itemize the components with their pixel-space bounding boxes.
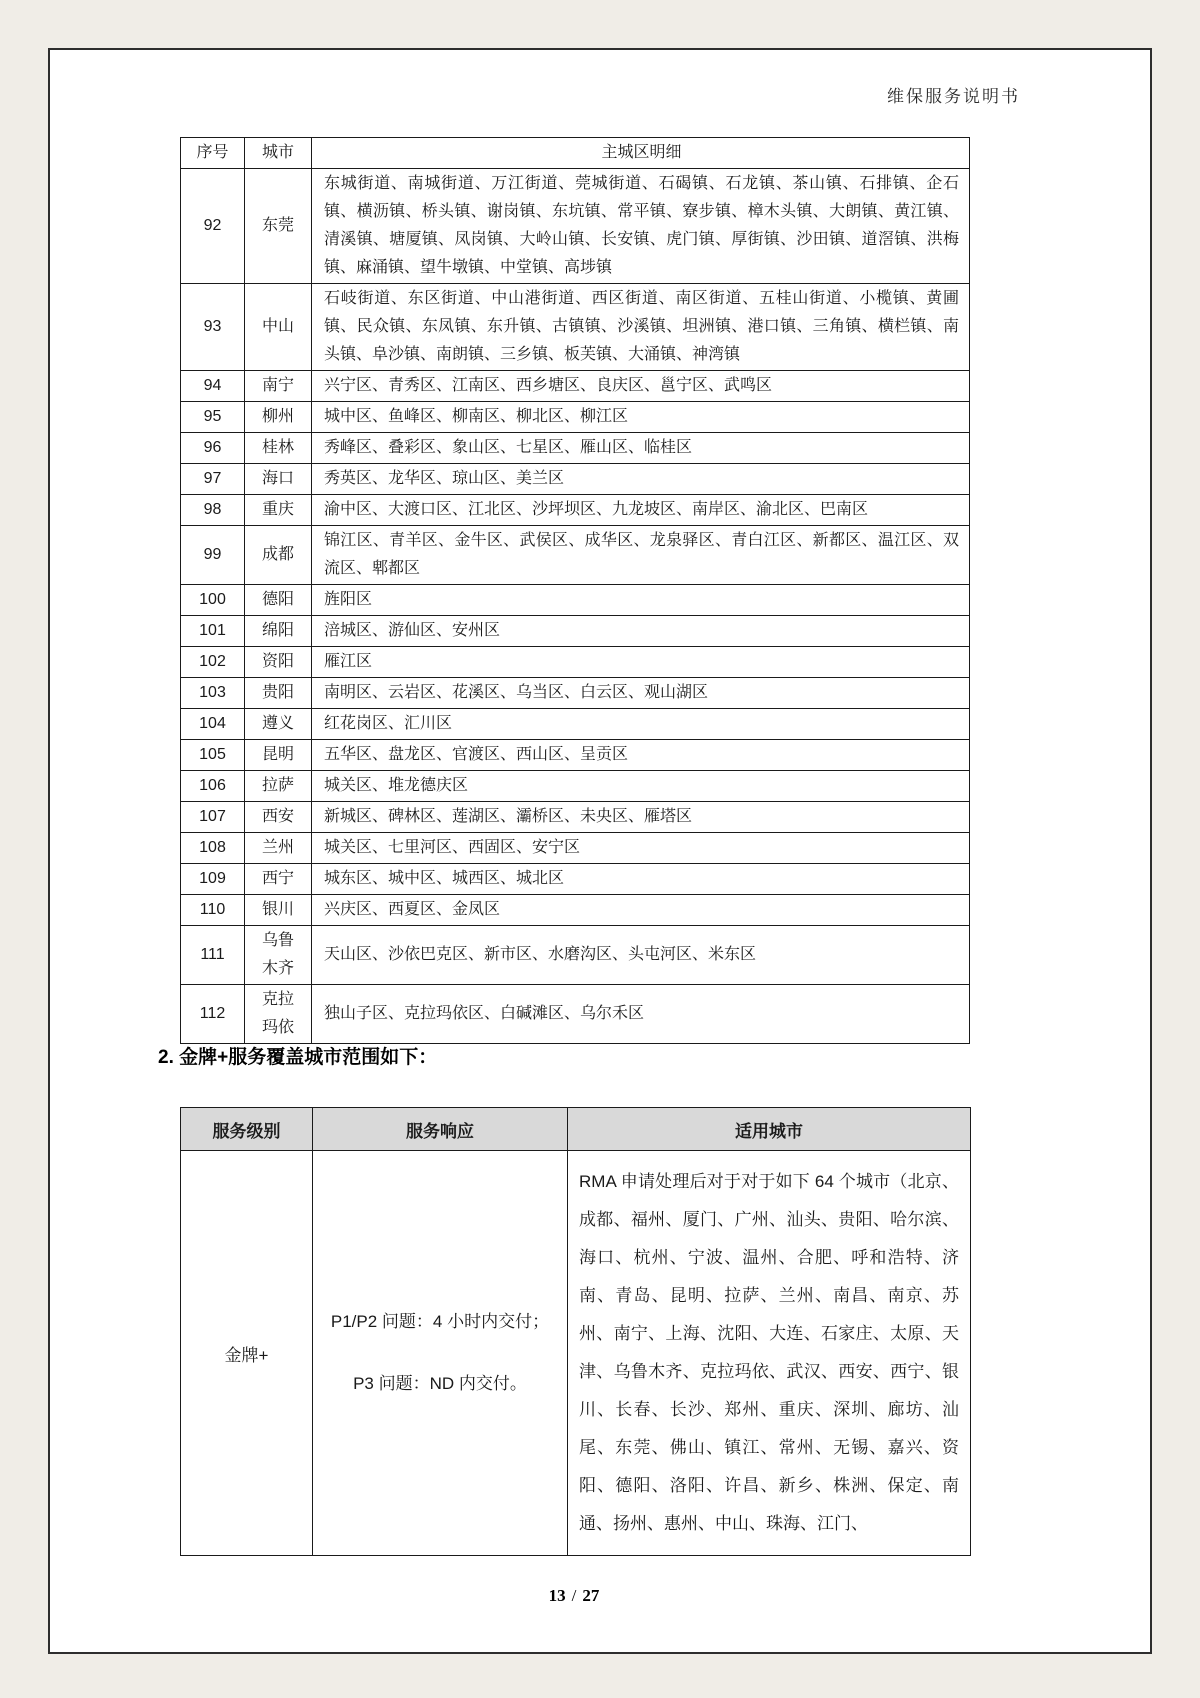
table-row [181,895,970,926]
cell-no: 100 [181,585,245,616]
cell-districts: 城关区、七里河区、西固区、安宁区 [312,833,970,864]
cell-districts: 东城街道、南城街道、万江街道、莞城街道、石碣镇、石龙镇、茶山镇、石排镇、企石镇、横沥镇、桥头镇、谢岗镇、东坑镇、常平镇、寮步镇、樟木头镇、大朗镇、黄江镇、清溪镇、塘厦镇、凤岗镇、大岭山镇、长安镇、虎门镇、厚街镇、沙田镇、道滘镇、洪梅镇、麻涌镇、望牛墩镇、中堂镇、高埗镇 [312,169,970,284]
table2-header [181,1108,971,1151]
cell-city: 克拉玛依 [245,985,312,1044]
cell-no: 98 [181,495,245,526]
table-row [181,771,970,802]
table1-header-row [181,138,970,169]
cell-city: 重庆 [245,495,312,526]
table-row [181,740,970,771]
cell-districts: 兴庆区、西夏区、金凤区 [312,895,970,926]
cell-city: 绵阳 [245,616,312,647]
column-header-applicable-cities: 适用城市 [568,1108,971,1151]
document-page [48,48,1152,1654]
cell-service-level: 金牌+ [181,1151,313,1556]
cell-districts: 石岐街道、东区街道、中山港街道、西区街道、南区街道、五桂山街道、小榄镇、黄圃镇、民众镇、东凤镇、东升镇、古镇镇、沙溪镇、坦洲镇、港口镇、三角镇、横栏镇、南头镇、阜沙镇、南朗镇、三乡镇、板芙镇、大涌镇、神湾镇 [312,284,970,371]
cell-districts: 南明区、云岩区、花溪区、乌当区、白云区、观山湖区 [312,678,970,709]
cell-districts: 旌阳区 [312,585,970,616]
cell-districts: 兴宁区、青秀区、江南区、西乡塘区、良庆区、邕宁区、武鸣区 [312,371,970,402]
column-header-service-response: 服务响应 [313,1108,568,1151]
cell-city: 昆明 [245,740,312,771]
cell-districts: 城东区、城中区、城西区、城北区 [312,864,970,895]
table1-body [181,169,970,1044]
response-p1p2: P1/P2 问题：4 小时内交付； [330,1312,550,1331]
column-header-no: 序号 [181,138,245,169]
cell-no: 97 [181,464,245,495]
page-footer [50,1586,1150,1606]
cell-no: 101 [181,616,245,647]
column-header-city: 城市 [245,138,312,169]
cell-city: 拉萨 [245,771,312,802]
cell-city: 南宁 [245,371,312,402]
cell-city: 西宁 [245,864,312,895]
cell-no: 110 [181,895,245,926]
cell-districts: 新城区、碑林区、莲湖区、灞桥区、未央区、雁塔区 [312,802,970,833]
table-row [181,402,970,433]
page-header [887,82,1020,107]
cell-city: 贵阳 [245,678,312,709]
cell-districts: 红花岗区、汇川区 [312,709,970,740]
current-page: 13 [548,1586,566,1605]
cell-city: 海口 [245,464,312,495]
table-row [181,985,970,1044]
cell-no: 93 [181,284,245,371]
cell-city: 桂林 [245,433,312,464]
header-title: 维保服务说明书 [887,87,1020,106]
table-row [181,433,970,464]
cell-city: 东莞 [245,169,312,284]
table-row [181,371,970,402]
cell-districts: 锦江区、青羊区、金牛区、武侯区、成华区、龙泉驿区、青白江区、新都区、温江区、双流区、郫都区 [312,526,970,585]
cell-districts: 城中区、鱼峰区、柳南区、柳北区、柳江区 [312,402,970,433]
cell-no: 94 [181,371,245,402]
table-row [181,647,970,678]
gold-plus-service-table [180,1107,971,1556]
cell-no: 112 [181,985,245,1044]
table-row [181,926,970,985]
page-number [549,1586,600,1605]
city-districts-table [180,137,970,1044]
cell-districts: 秀英区、龙华区、琼山区、美兰区 [312,464,970,495]
cell-city: 西安 [245,802,312,833]
cell-city: 兰州 [245,833,312,864]
table2-body [181,1151,971,1556]
cell-no: 96 [181,433,245,464]
table-row [181,833,970,864]
table2-header-row [181,1108,971,1151]
cell-applicable-cities: RMA 申请处理后对于对于如下 64 个城市（北京、成都、福州、厦门、广州、汕头、贵阳、哈尔滨、海口、杭州、宁波、温州、合肥、呼和浩特、济南、青岛、昆明、拉萨、兰州、南昌、南京、苏州、南宁、上海、沈阳、大连、石家庄、太原、天津、乌鲁木齐、克拉玛依、武汉、西安、西宁、银川、长春、长沙、郑州、重庆、深圳、廊坊、汕尾、东莞、佛山、镇江、常州、无锡、嘉兴、资阳、德阳、洛阳、许昌、新乡、株洲、保定、南通、扬州、惠州、中山、珠海、江门、 [568,1151,971,1556]
table-row [181,802,970,833]
cell-no: 103 [181,678,245,709]
cell-no: 92 [181,169,245,284]
cell-service-response [313,1151,568,1556]
section-heading: 2. 金牌+服务覆盖城市范围如下： [158,1047,438,1068]
table-row [181,169,970,284]
table-row [181,864,970,895]
table1-header [181,138,970,169]
cell-no: 109 [181,864,245,895]
cell-no: 111 [181,926,245,985]
table-row [181,616,970,647]
cell-city: 资阳 [245,647,312,678]
cell-no: 107 [181,802,245,833]
cell-districts: 涪城区、游仙区、安州区 [312,616,970,647]
cell-no: 105 [181,740,245,771]
cell-districts: 天山区、沙依巴克区、新市区、水磨沟区、头屯河区、米东区 [312,926,970,985]
table-row [181,526,970,585]
page-separator: / [571,1586,577,1605]
column-header-districts: 主城区明细 [312,138,970,169]
cell-districts: 独山子区、克拉玛依区、白碱滩区、乌尔禾区 [312,985,970,1044]
column-header-service-level: 服务级别 [181,1108,313,1151]
cell-city: 银川 [245,895,312,926]
table-row [181,495,970,526]
cell-city: 乌鲁木齐 [245,926,312,985]
cell-no: 102 [181,647,245,678]
cell-no: 99 [181,526,245,585]
table-row [181,284,970,371]
table-row [181,709,970,740]
cell-city: 德阳 [245,585,312,616]
cell-districts: 雁江区 [312,647,970,678]
cell-city: 遵义 [245,709,312,740]
cell-districts: 渝中区、大渡口区、江北区、沙坪坝区、九龙坡区、南岸区、渝北区、巴南区 [312,495,970,526]
total-pages: 27 [582,1586,600,1605]
table-row [181,464,970,495]
cell-districts: 五华区、盘龙区、官渡区、西山区、呈贡区 [312,740,970,771]
table-row [181,678,970,709]
table-row [181,585,970,616]
cell-no: 106 [181,771,245,802]
cell-no: 108 [181,833,245,864]
cell-no: 104 [181,709,245,740]
cell-districts: 秀峰区、叠彩区、象山区、七星区、雁山区、临桂区 [312,433,970,464]
cell-city: 柳州 [245,402,312,433]
cell-no: 95 [181,402,245,433]
cell-city: 中山 [245,284,312,371]
cell-city: 成都 [245,526,312,585]
table-row [181,1151,971,1556]
response-p3: P3 问题：ND 内交付。 [353,1374,527,1393]
cell-districts: 城关区、堆龙德庆区 [312,771,970,802]
